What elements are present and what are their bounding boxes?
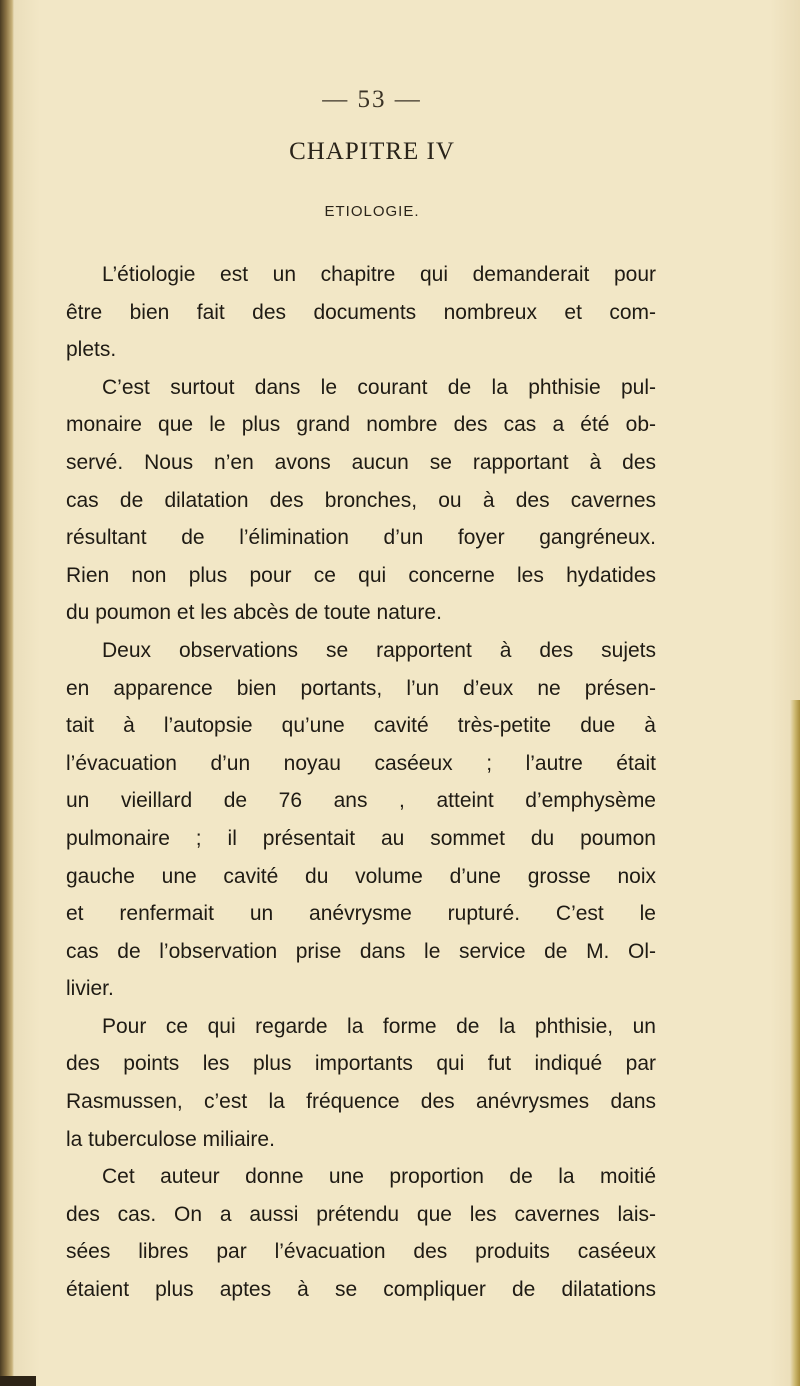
text-line: gauche une cavité du volume d’une grosse noix xyxy=(66,864,656,888)
text-line: du poumon et les abcès de toute nature. xyxy=(66,601,442,625)
text-line: servé. Nous n’en avons aucun se rapportant à des xyxy=(66,450,656,474)
text-line: Deux observations se rapportent à des sujets xyxy=(102,638,656,662)
text-line: et renfermait un anévrysme rupturé. C’est le xyxy=(66,902,656,926)
text-line: L’étiologie est un chapitre qui demanderait pour xyxy=(102,263,656,286)
text-line: Cet auteur donne une proportion de la moitié xyxy=(102,1165,656,1189)
text-line: résultant de l’élimination d’un foyer gangréneux. xyxy=(66,526,656,550)
text-line: monaire que le plus grand nombre des cas a été ob- xyxy=(66,413,656,437)
text-line: en apparence bien portants, l’un d’eux ne présen- xyxy=(66,676,656,700)
text-line: l’évacuation d’un noyau caséeux ; l’autre était xyxy=(66,751,656,775)
text-line: étaient plus aptes à se compliquer de dilatations xyxy=(66,1278,656,1302)
text-line: un vieillard de 76 ans , atteint d’emphysème xyxy=(66,789,656,813)
text-line: Rien non plus pour ce qui concerne les hydatides xyxy=(66,563,656,587)
page-corner-shadow xyxy=(0,1376,36,1386)
text-line: pulmonaire ; il présentait au sommet du poumon xyxy=(66,826,656,850)
text-line: sées libres par l’évacuation des produits caséeux xyxy=(66,1240,656,1264)
text-line: cas de dilatation des bronches, ou à des cavernes xyxy=(66,488,656,512)
section-title: ETIOLOGIE. xyxy=(324,203,420,220)
text-line: la tuberculose miliaire. xyxy=(66,1127,275,1151)
body-text xyxy=(66,256,656,1309)
text-line: Pour ce qui regarde la forme de la phthisie, un xyxy=(102,1014,656,1038)
text-line: des cas. On a aussi prétendu que les cavernes lais- xyxy=(66,1202,656,1226)
page-right-edge xyxy=(790,700,800,1386)
text-line: cas de l’observation prise dans le service de M. Ol- xyxy=(66,939,656,963)
text-line: être bien fait des documents nombreux et com- xyxy=(66,300,656,324)
text-line: C’est surtout dans le courant de la phthisie pul- xyxy=(102,375,656,399)
chapter-title: CHAPITRE IV xyxy=(289,138,455,165)
text-line: Rasmussen, c’est la fréquence des anévrysmes dans xyxy=(66,1090,656,1114)
text-line: des points les plus importants qui fut indiqué par xyxy=(66,1052,656,1076)
text-line: livier. xyxy=(66,977,114,1001)
text-line: tait à l’autopsie qu’une cavité très-petite due à xyxy=(66,714,656,738)
text-line: plets. xyxy=(66,338,117,362)
page-number: — 53 — xyxy=(322,86,422,113)
